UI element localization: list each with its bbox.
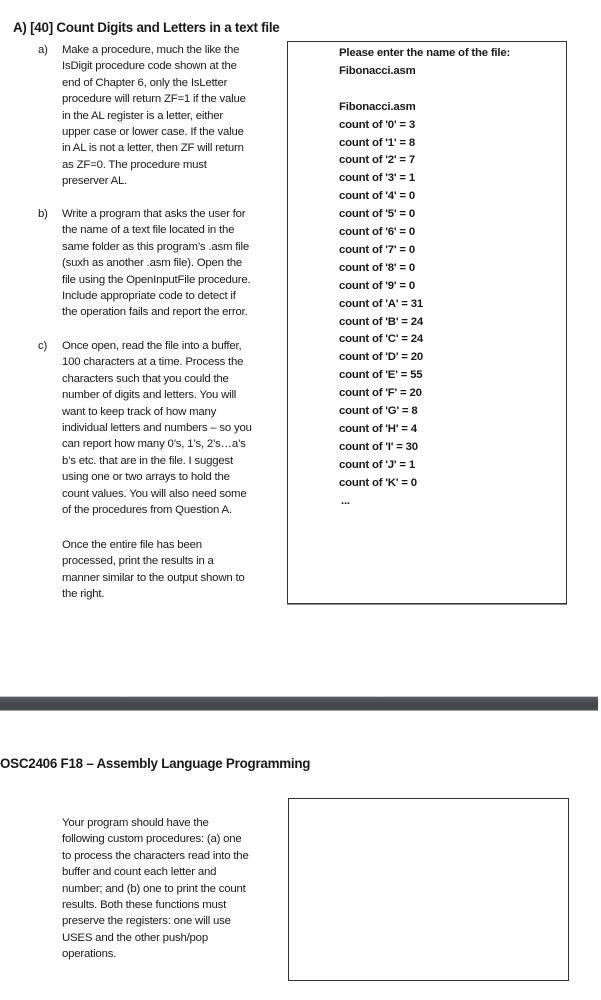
text-line: IsDigit procedure code shown at the bbox=[62, 60, 237, 73]
text-line: Once open, read the file into a buffer, bbox=[62, 340, 242, 352]
count-line: count of 'K' = 0 bbox=[339, 476, 417, 489]
item-c-body bbox=[62, 338, 288, 518]
text-line: number of digits and letters. You will bbox=[62, 389, 237, 402]
count-line: count of '3' = 1 bbox=[339, 172, 415, 185]
text-line: individual letters and numbers – so you bbox=[62, 422, 252, 435]
item-c bbox=[38, 338, 288, 518]
count-line: count of 'D' = 20 bbox=[339, 351, 423, 364]
text-line: operations. bbox=[62, 948, 117, 961]
item-a-label: a) bbox=[38, 44, 48, 56]
text-line: Make a procedure, much the like the bbox=[62, 44, 240, 56]
item-b-label: b) bbox=[38, 208, 48, 220]
item-b-body bbox=[62, 206, 288, 321]
count-line: count of '0' = 3 bbox=[339, 118, 415, 131]
count-line: count of 'E' = 55 bbox=[339, 369, 423, 382]
text-line: in the AL register is a letter, either bbox=[62, 109, 224, 122]
item-a-body bbox=[62, 42, 288, 190]
count-line: count of '6' = 0 bbox=[339, 226, 415, 239]
count-line: count of '7' = 0 bbox=[339, 243, 415, 256]
count-line: count of '1' = 8 bbox=[339, 136, 415, 149]
text-line: following custom procedures: (a) one bbox=[62, 833, 242, 846]
text-line: manner similar to the output shown to bbox=[62, 571, 245, 584]
text-line: in AL is not a letter, then ZF will return bbox=[62, 142, 244, 155]
text-line: using one or two arrays to hold the bbox=[62, 471, 230, 484]
text-line: procedure will return ZF=1 if the value bbox=[62, 93, 246, 106]
text-line: buffer and count each letter and bbox=[62, 866, 217, 879]
text-line: 100 characters at a time. Process the bbox=[62, 356, 244, 369]
text-line: end of Chapter 6, only the IsLetter bbox=[62, 76, 228, 89]
text-line: processed, print the results in a bbox=[62, 555, 214, 568]
count-line: count of '8' = 0 bbox=[339, 261, 415, 274]
text-line: as ZF=0. The procedure must bbox=[62, 158, 207, 171]
text-line: file using the OpenInputFile procedure. bbox=[62, 273, 251, 286]
count-line: count of 'I' = 30 bbox=[339, 440, 418, 453]
text-line: can report how many 0’s, 1’s, 2’s…a’s bbox=[62, 438, 246, 451]
count-line: count of 'F' = 20 bbox=[339, 387, 422, 400]
blank-line bbox=[339, 81, 510, 99]
input-filename: Fibonacci.asm bbox=[339, 64, 416, 77]
count-line: count of '4' = 0 bbox=[339, 190, 415, 203]
text-line: preserve the registers: one will use bbox=[62, 915, 231, 928]
text-line: same folder as this program’s .asm file bbox=[62, 240, 249, 253]
count-line: count of 'J' = 1 bbox=[339, 458, 415, 471]
text-line: the operation fails and report the error. bbox=[62, 306, 248, 319]
count-line: count of 'C' = 24 bbox=[339, 333, 423, 346]
empty-output-box bbox=[288, 798, 569, 981]
text-line: results. Both these functions must bbox=[62, 899, 227, 912]
count-line: count of '2' = 7 bbox=[339, 154, 415, 167]
count-line: count of 'H' = 4 bbox=[339, 423, 417, 436]
section-heading: A) [40] Count Digits and Letters in a text file bbox=[13, 20, 280, 35]
text-line: Once the entire file has been bbox=[62, 539, 202, 551]
text-line: the right. bbox=[62, 588, 105, 601]
text-line: (suxh as another .asm file). Open the bbox=[62, 257, 243, 270]
text-line: preserver AL. bbox=[62, 175, 128, 188]
text-line: of the procedures from Question A. bbox=[62, 504, 232, 517]
text-line: upper case or lower case. If the value bbox=[62, 126, 244, 139]
text-line: number; and (b) one to print the count bbox=[62, 882, 246, 895]
ellipsis: ... bbox=[341, 494, 350, 507]
text-line: USES and the other push/pop bbox=[62, 931, 208, 944]
text-line: want to keep track of how many bbox=[62, 405, 217, 418]
count-list bbox=[339, 117, 510, 493]
count-line: count of 'G' = 8 bbox=[339, 405, 418, 418]
text-line: to process the characters read into the bbox=[62, 849, 249, 862]
count-line: count of '9' = 0 bbox=[339, 279, 415, 292]
echo-filename: Fibonacci.asm bbox=[339, 100, 416, 113]
text-line: b’s etc. that are in the file. I suggest bbox=[62, 454, 233, 467]
sample-output-lines bbox=[339, 45, 510, 511]
item-b bbox=[38, 206, 288, 321]
item-a bbox=[38, 42, 288, 190]
page-separator bbox=[0, 696, 598, 711]
text-line: Your program should have the bbox=[62, 817, 209, 829]
item-c-label: c) bbox=[38, 340, 48, 352]
count-line: count of '5' = 0 bbox=[339, 208, 415, 221]
count-line: count of 'A' = 31 bbox=[339, 297, 423, 310]
count-line: count of 'B' = 24 bbox=[339, 315, 423, 328]
closing-paragraph bbox=[62, 537, 290, 603]
sample-output-box bbox=[287, 41, 567, 604]
course-title: OSC2406 F18 – Assembly Language Programming bbox=[0, 756, 311, 771]
text-line: count values. You will also need some bbox=[62, 487, 247, 500]
prompt-line: Please enter the name of the file: bbox=[339, 47, 511, 59]
text-line: characters such that you could the bbox=[62, 372, 229, 385]
procedures-paragraph bbox=[62, 815, 290, 963]
text-line: the name of a text file located in the bbox=[62, 224, 235, 237]
text-line: Write a program that asks the user for bbox=[62, 208, 246, 220]
text-line: Include appropriate code to detect if bbox=[62, 290, 236, 303]
